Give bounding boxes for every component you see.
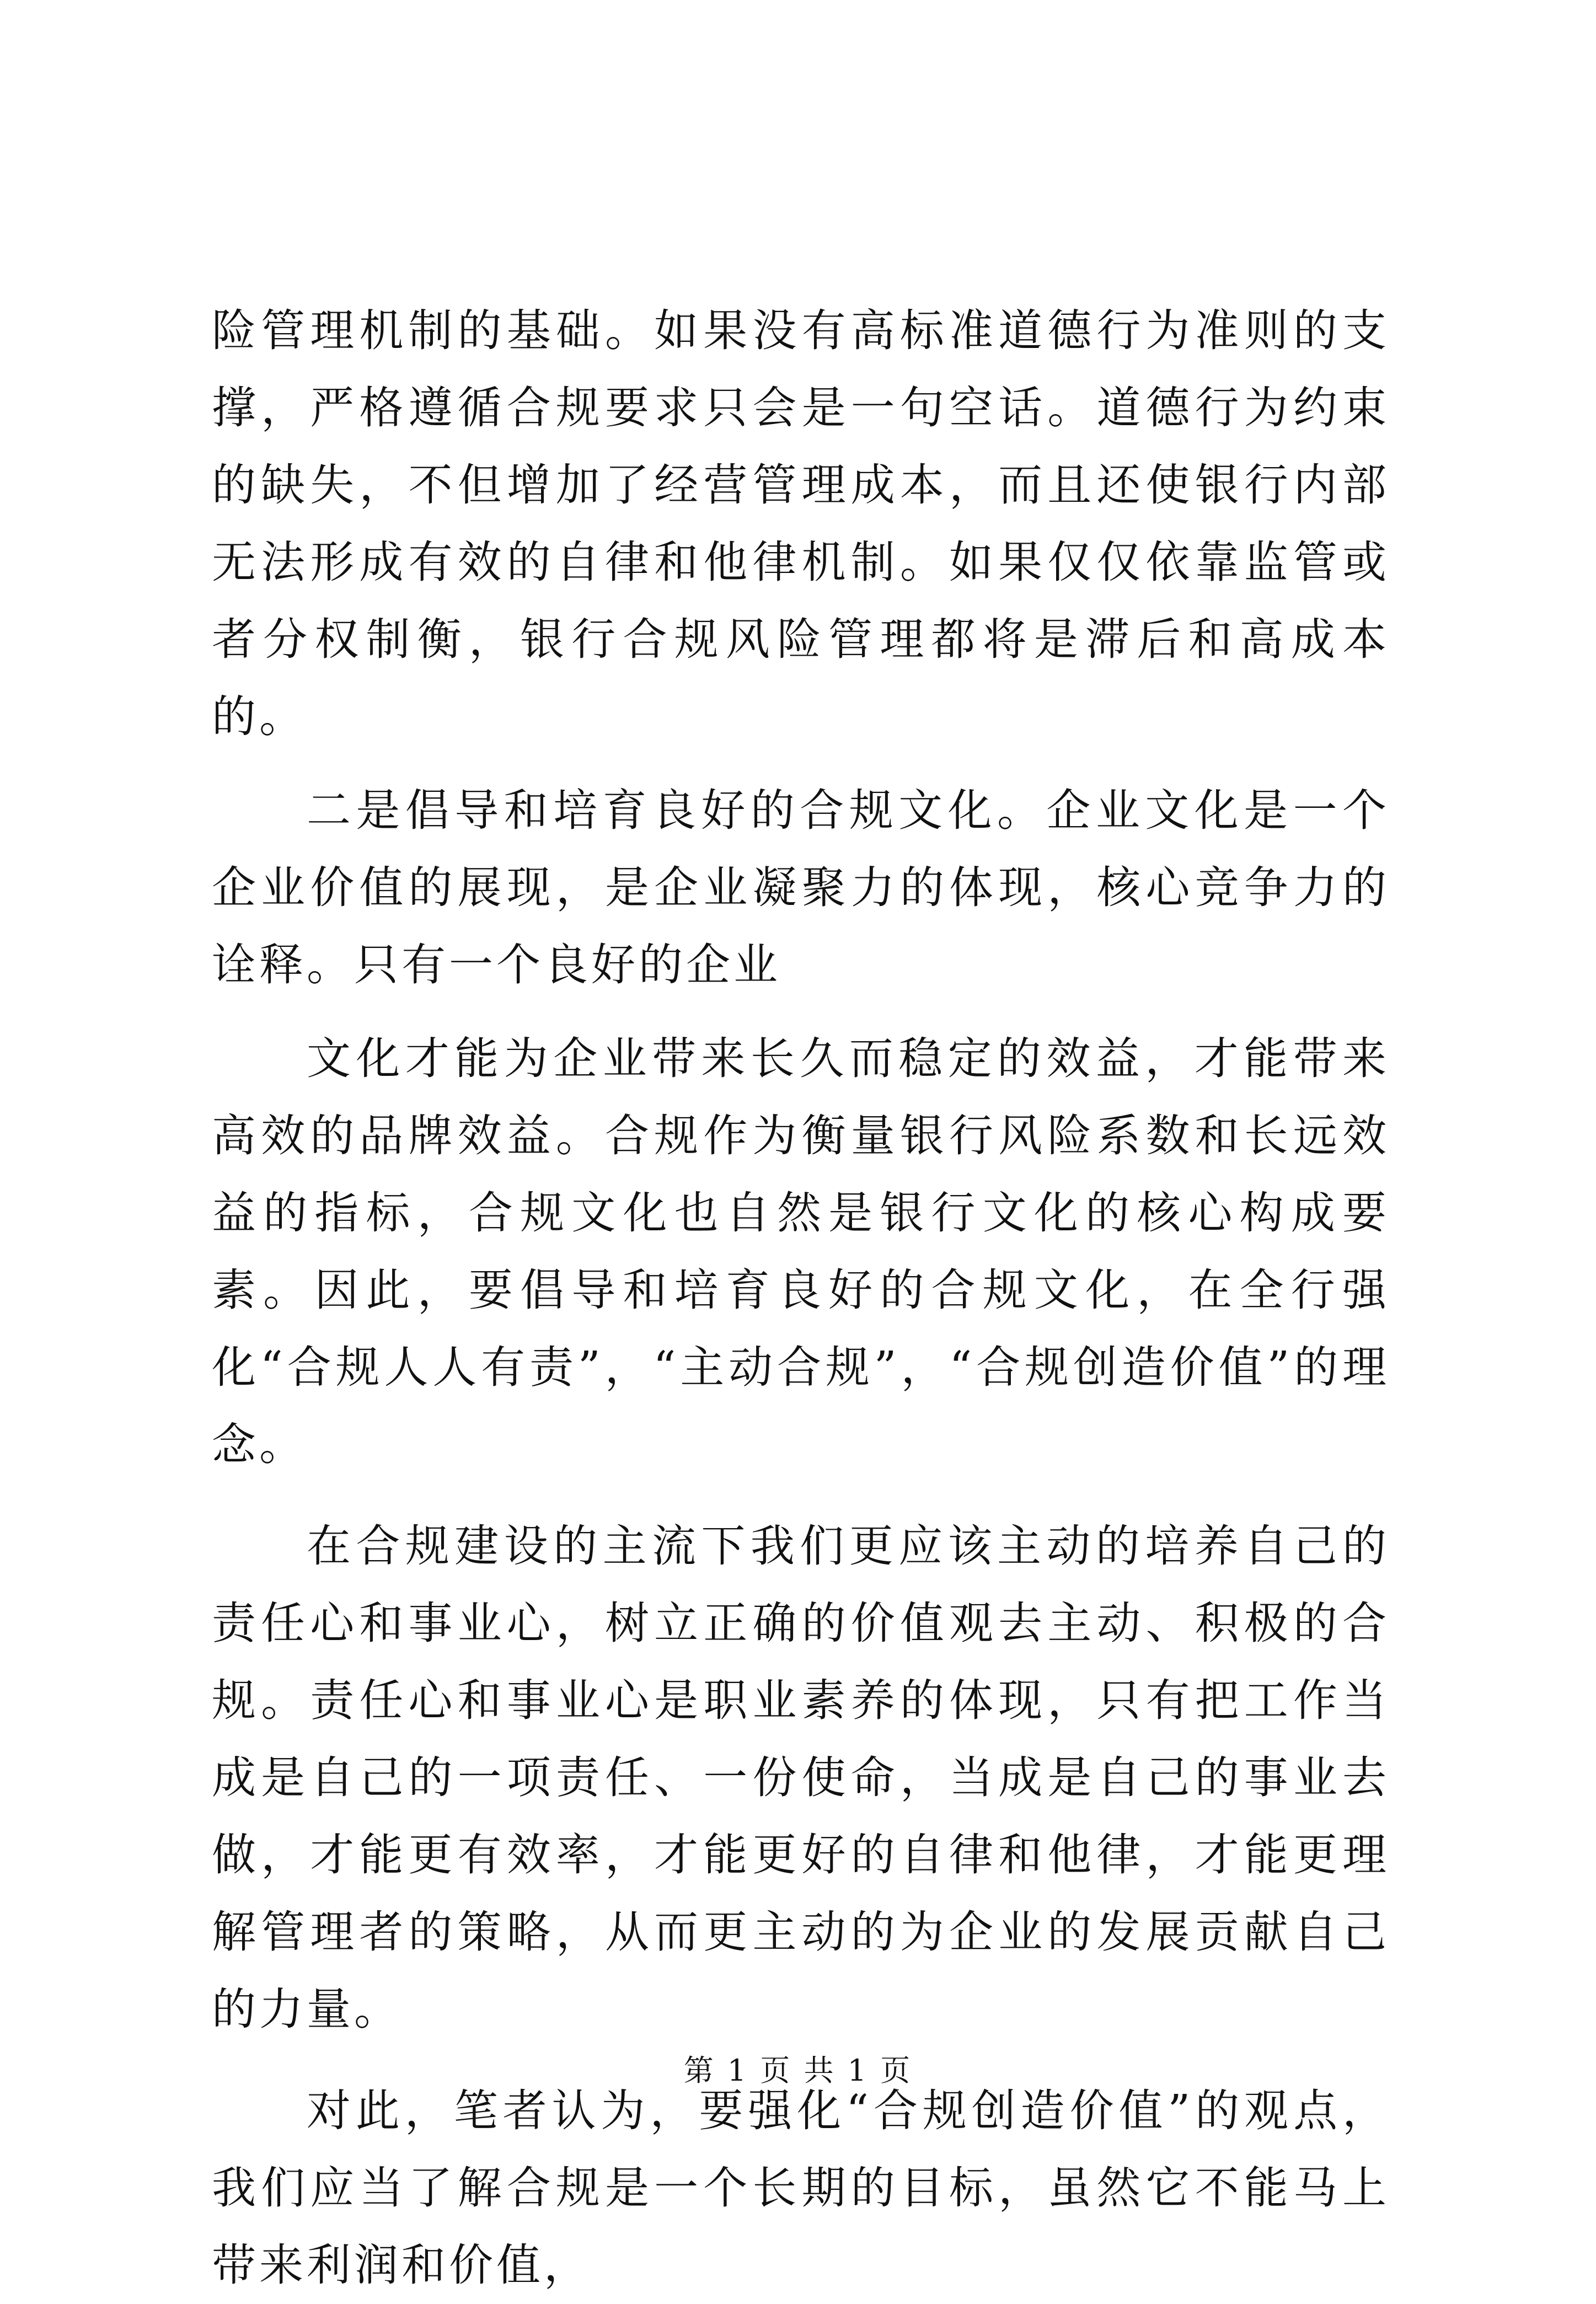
paragraph-1: 险管理机制的基础。如果没有高标准道德行为准则的支撑，严格遵循合规要求只会是一句空话。道德行为约束的缺失，不但增加了经营管理成本，而且还使银行内部无法形成有效的自律和他律机制。如果仅仅依靠监管或者分权制衡，银行合规风险管理都将是滞后和高成本的。 — [212, 305, 1390, 742]
paragraph-4: 在合规建设的主流下我们更应该主动的培养自己的责任心和事业心，树立正确的价值观去主动、积极的合规。责任心和事业心是职业素养的体现，只有把工作当成是自己的一项责任、一份使命，当成是自己的事业去做，才能更有效率，才能更好的自律和他律，才能更理解管理者的策略，从而更主动的为企业的发展贡献自己的力量。 — [212, 1520, 1390, 2035]
document-body — [212, 292, 1390, 2304]
paragraph-2: 二是倡导和培育良好的合规文化。企业文化是一个企业价值的展现，是企业凝聚力的体现，核心竞争力的诠释。只有一个良好的企业 — [212, 785, 1390, 990]
page-footer: 第 1 页 共 1 页 — [683, 2053, 913, 2088]
paragraph-3: 文化才能为企业带来长久而稳定的效益，才能带来高效的品牌效益。合规作为衡量银行风险系数和长远效益的指标，合规文化也自然是银行文化的核心构成要素。因此，要倡导和培育良好的合规文化，在全行强化“合规人人有责”，“主动合规”，“合规创造价值”的理念。 — [212, 1033, 1390, 1470]
paragraph-5: 对此，笔者认为，要强化“合规创造价值”的观点，我们应当了解合规是一个长期的目标，虽然它不能马上带来利润和价值， — [212, 2085, 1390, 2291]
